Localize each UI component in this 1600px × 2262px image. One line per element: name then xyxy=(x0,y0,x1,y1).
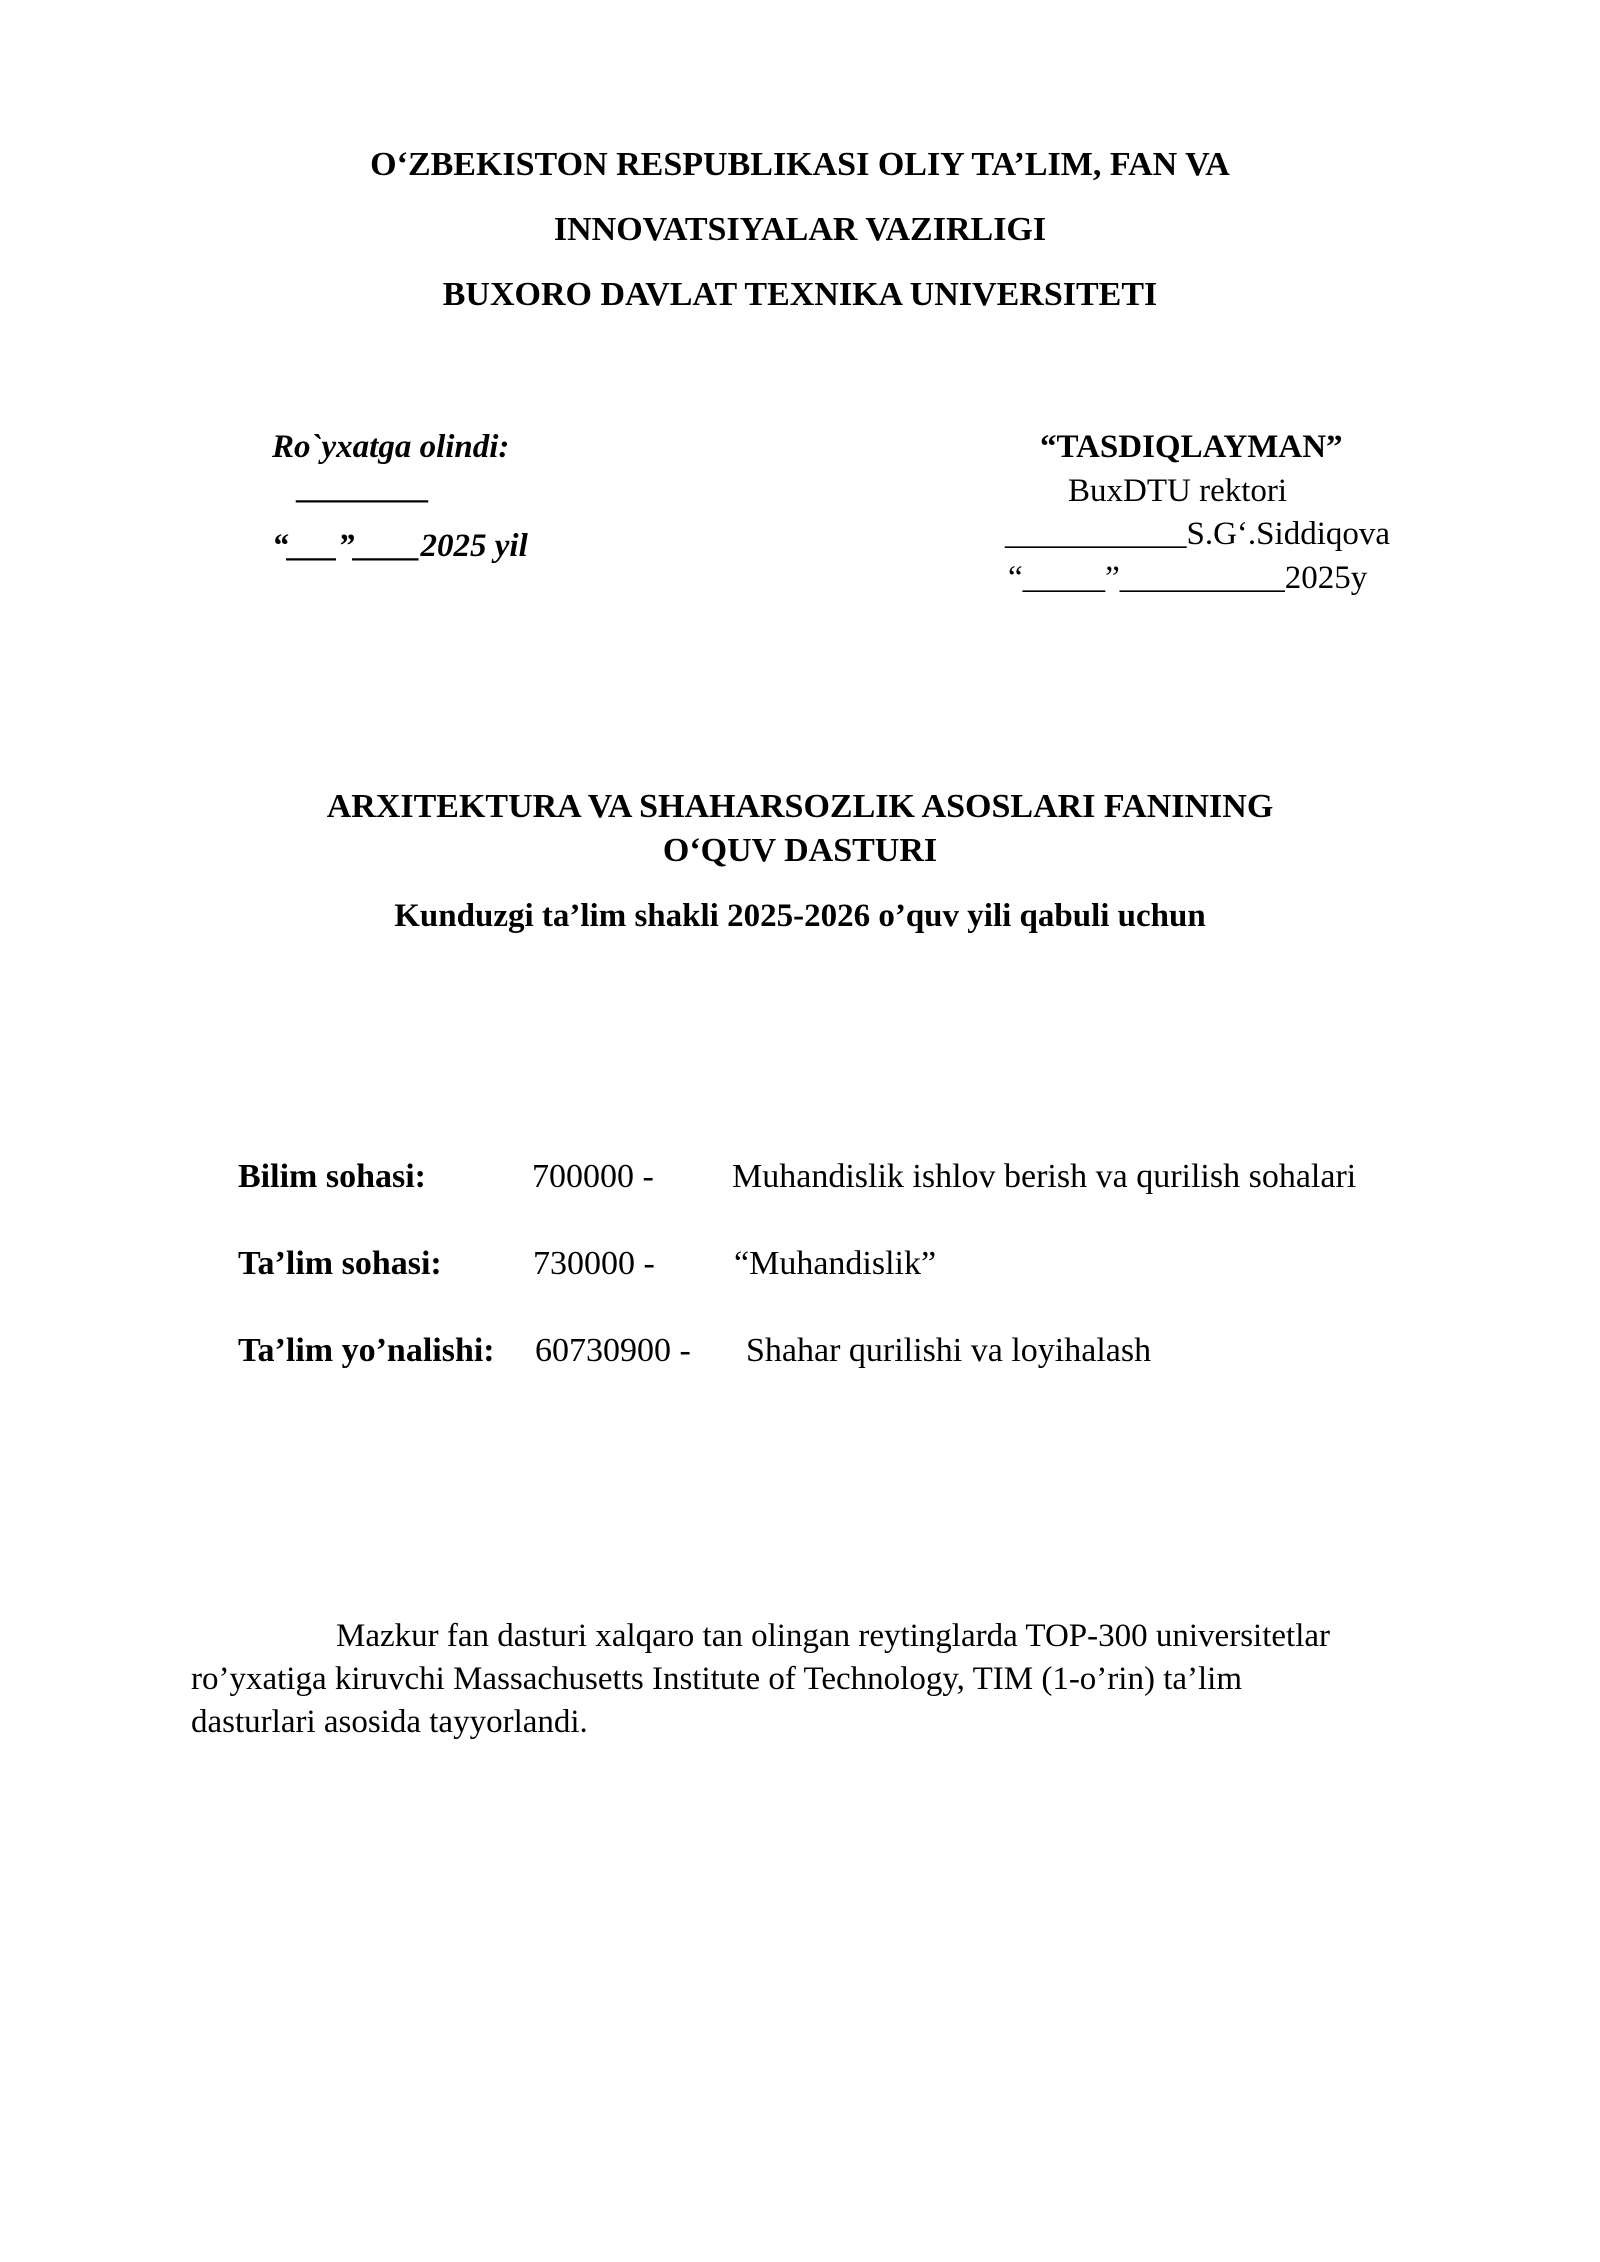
paragraph-line-3: dasturlari asosida tayyorlandi. xyxy=(191,1704,588,1740)
field-value: Muhandislik ishlov berish va qurilish sohalari xyxy=(732,1158,1357,1195)
registration-date: “___”____2025 yil xyxy=(272,528,528,564)
approval-date: “_____”__________2025y xyxy=(1008,560,1368,596)
field-code: 730000 - xyxy=(533,1245,655,1282)
field-label: Ta’lim yo’nalishi: xyxy=(238,1332,495,1369)
registration-blank: ________ xyxy=(296,470,428,506)
approval-position: BuxDTU rektori xyxy=(1068,473,1288,509)
document-title-line-2: O‘QUV DASTURI xyxy=(662,832,938,869)
field-value: Shahar qurilishi va loyihalash xyxy=(746,1332,1152,1369)
field-code: 700000 - xyxy=(532,1158,654,1195)
registration-label: Ro`yxatga olindi: xyxy=(272,429,510,465)
document-subtitle: Kunduzgi ta’lim shakli 2025-2026 o’quv yili qabuli uchun xyxy=(394,898,1206,934)
field-code: 60730900 - xyxy=(535,1332,691,1369)
ministry-name-line-1: O‘ZBEKISTON RESPUBLIKASI OLIY TA’LIM, FAN VA xyxy=(370,146,1230,183)
field-label: Ta’lim sohasi: xyxy=(238,1245,442,1282)
field-value: “Muhandislik” xyxy=(734,1245,937,1282)
document-title-line-1: ARXITEKTURA VA SHAHARSOZLIK ASOSLARI FANINING xyxy=(326,788,1274,825)
university-name: BUXORO DAVLAT TEXNIKA UNIVERSITETI xyxy=(442,276,1158,313)
ministry-name-line-2: INNOVATSIYALAR VAZIRLIGI xyxy=(553,211,1047,248)
approval-signature: ___________S.G‘.Siddiqova xyxy=(1005,516,1391,552)
approval-title: “TASDIQLAYMAN” xyxy=(1040,429,1343,465)
paragraph-line-2: ro’yxatiga kiruvchi Massachusetts Institute of Technology, TIM (1-o’rin) ta’lim xyxy=(191,1661,1243,1697)
field-label: Bilim sohasi: xyxy=(238,1158,426,1195)
paragraph-line-1: Mazkur fan dasturi xalqaro tan olingan reytinglarda TOP-300 universitetlar xyxy=(336,1618,1330,1654)
